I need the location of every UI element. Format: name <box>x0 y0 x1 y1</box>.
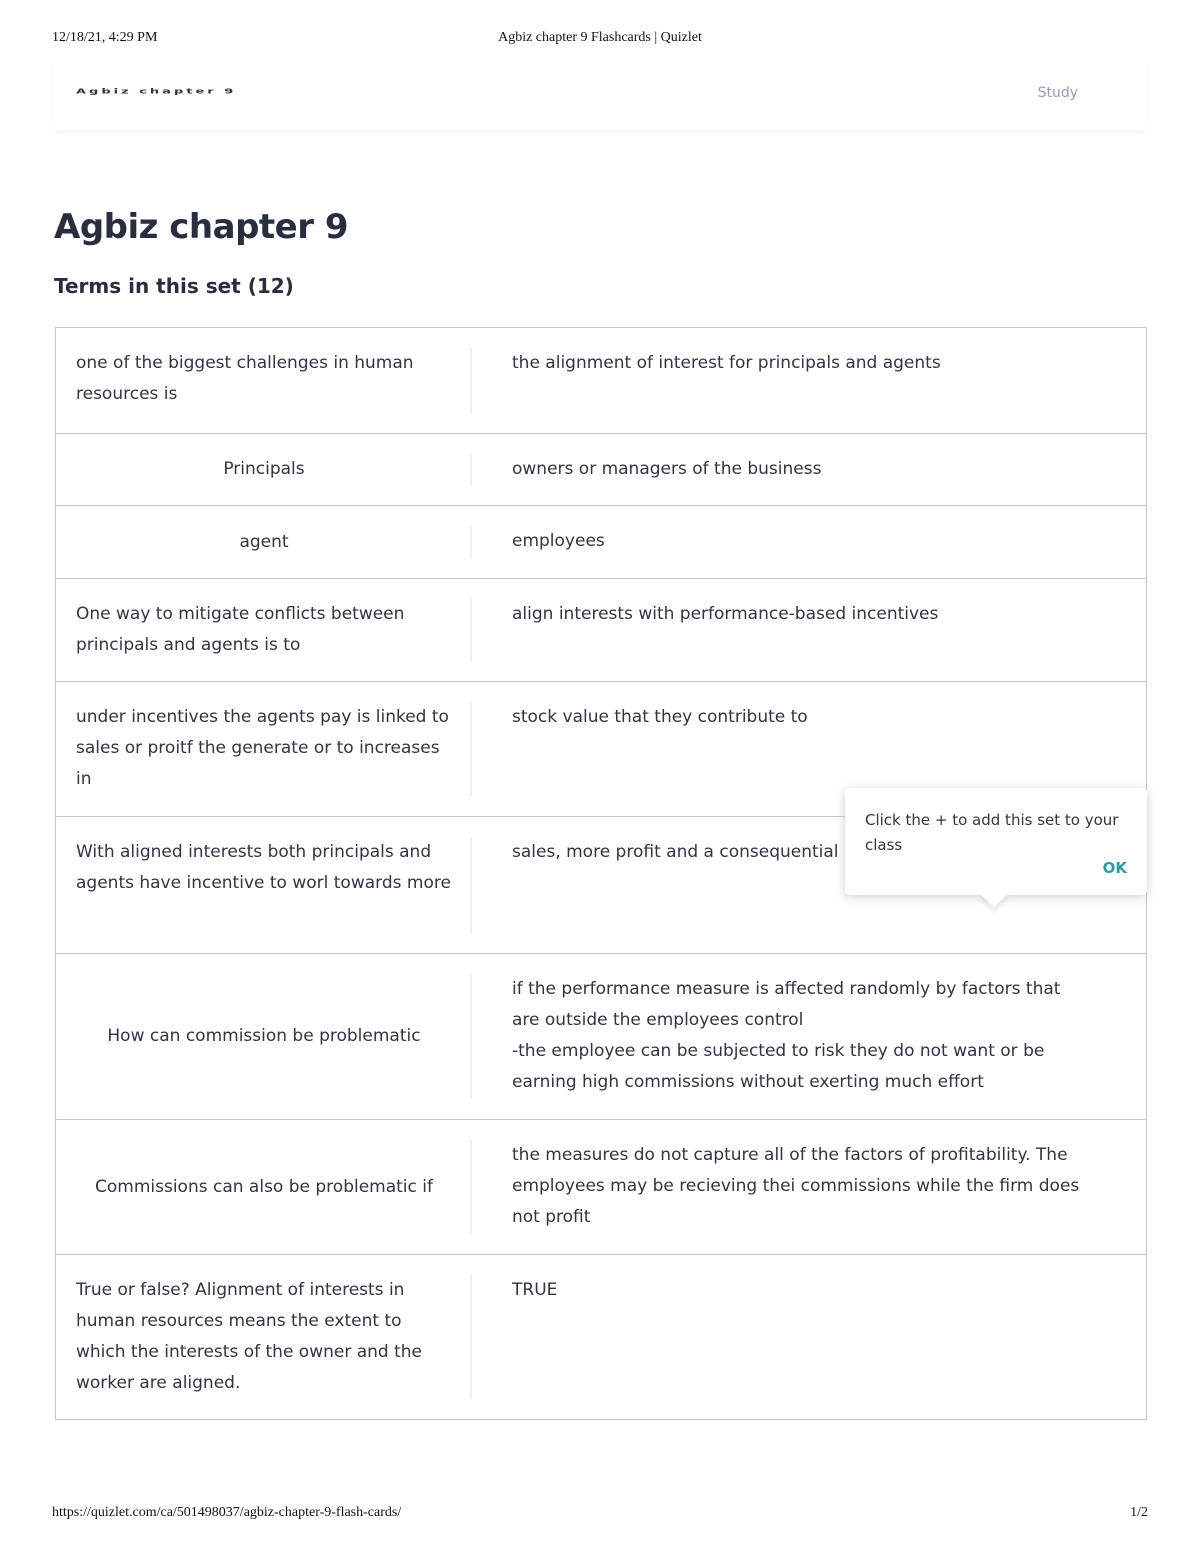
term-card <box>55 327 1147 433</box>
print-page-number: 1/2 <box>1130 1505 1148 1520</box>
term-word: one of the biggest challenges in human resources is <box>76 353 414 404</box>
tooltip-ok-button[interactable]: OK <box>1102 859 1127 877</box>
term-card <box>55 505 1147 578</box>
term-word: With aligned interests both principals and agents have incentive to worl towards more <box>76 842 451 893</box>
term-definition: stock value that they contribute to <box>512 707 808 727</box>
tooltip-text: Click the + to add this set to your class <box>865 811 1119 854</box>
study-link[interactable]: Study <box>1037 85 1078 101</box>
term-card <box>55 1119 1147 1254</box>
term-definition: sales, more profit and a consequential <box>512 842 839 862</box>
add-to-class-tooltip <box>845 788 1147 895</box>
term-word: True or false? Alignment of interests in human resources means the extent to which the interests of the owner and the worker are aligned. <box>76 1280 423 1393</box>
print-datetime: 12/18/21, 4:29 PM <box>52 30 158 45</box>
term-card <box>55 433 1147 505</box>
term-definition: the alignment of interest for principals and agents <box>512 353 941 373</box>
term-word: Principals <box>223 459 305 479</box>
term-word: One way to mitigate conflicts between principals and agents is to <box>76 604 405 655</box>
term-definition: the measures do not capture all of the factors of profitability. The employees may be recieving thei commissions while the firm does not profit <box>512 1145 1080 1227</box>
term-card <box>55 953 1147 1119</box>
print-footer <box>52 1505 1148 1525</box>
term-card <box>55 578 1147 681</box>
term-word: agent <box>239 531 289 552</box>
term-definition: TRUE <box>512 1280 558 1300</box>
term-word: under incentives the agents pay is linked to sales or proitf the generate or to increases in <box>76 707 449 789</box>
term-word: How can commission be problematic <box>107 1026 421 1046</box>
term-card <box>55 1254 1147 1420</box>
term-word: Commissions can also be problematic if <box>95 1176 433 1197</box>
print-document-title: Agbiz chapter 9 Flashcards | Quizlet <box>498 30 702 45</box>
page-title: Agbiz chapter 9 <box>54 207 348 247</box>
term-definition: employees <box>512 531 605 551</box>
term-definition: align interests with performance-based incentives <box>512 604 939 624</box>
print-header <box>52 30 1148 50</box>
print-url: https://quizlet.com/ca/501498037/agbiz-chapter-9-flash-cards/ <box>52 1505 402 1520</box>
term-definition: owners or managers of the business <box>512 459 822 479</box>
site-header <box>54 60 1146 130</box>
term-definition: if the performance measure is affected randomly by factors that are outside the employees control -the employee can be subjected to risk they do not want or be earning high commissions without exerting much effort <box>512 979 1061 1092</box>
site-logo[interactable]: Agbiz chapter 9 <box>76 87 237 96</box>
terms-heading: Terms in this set (12) <box>54 274 294 298</box>
